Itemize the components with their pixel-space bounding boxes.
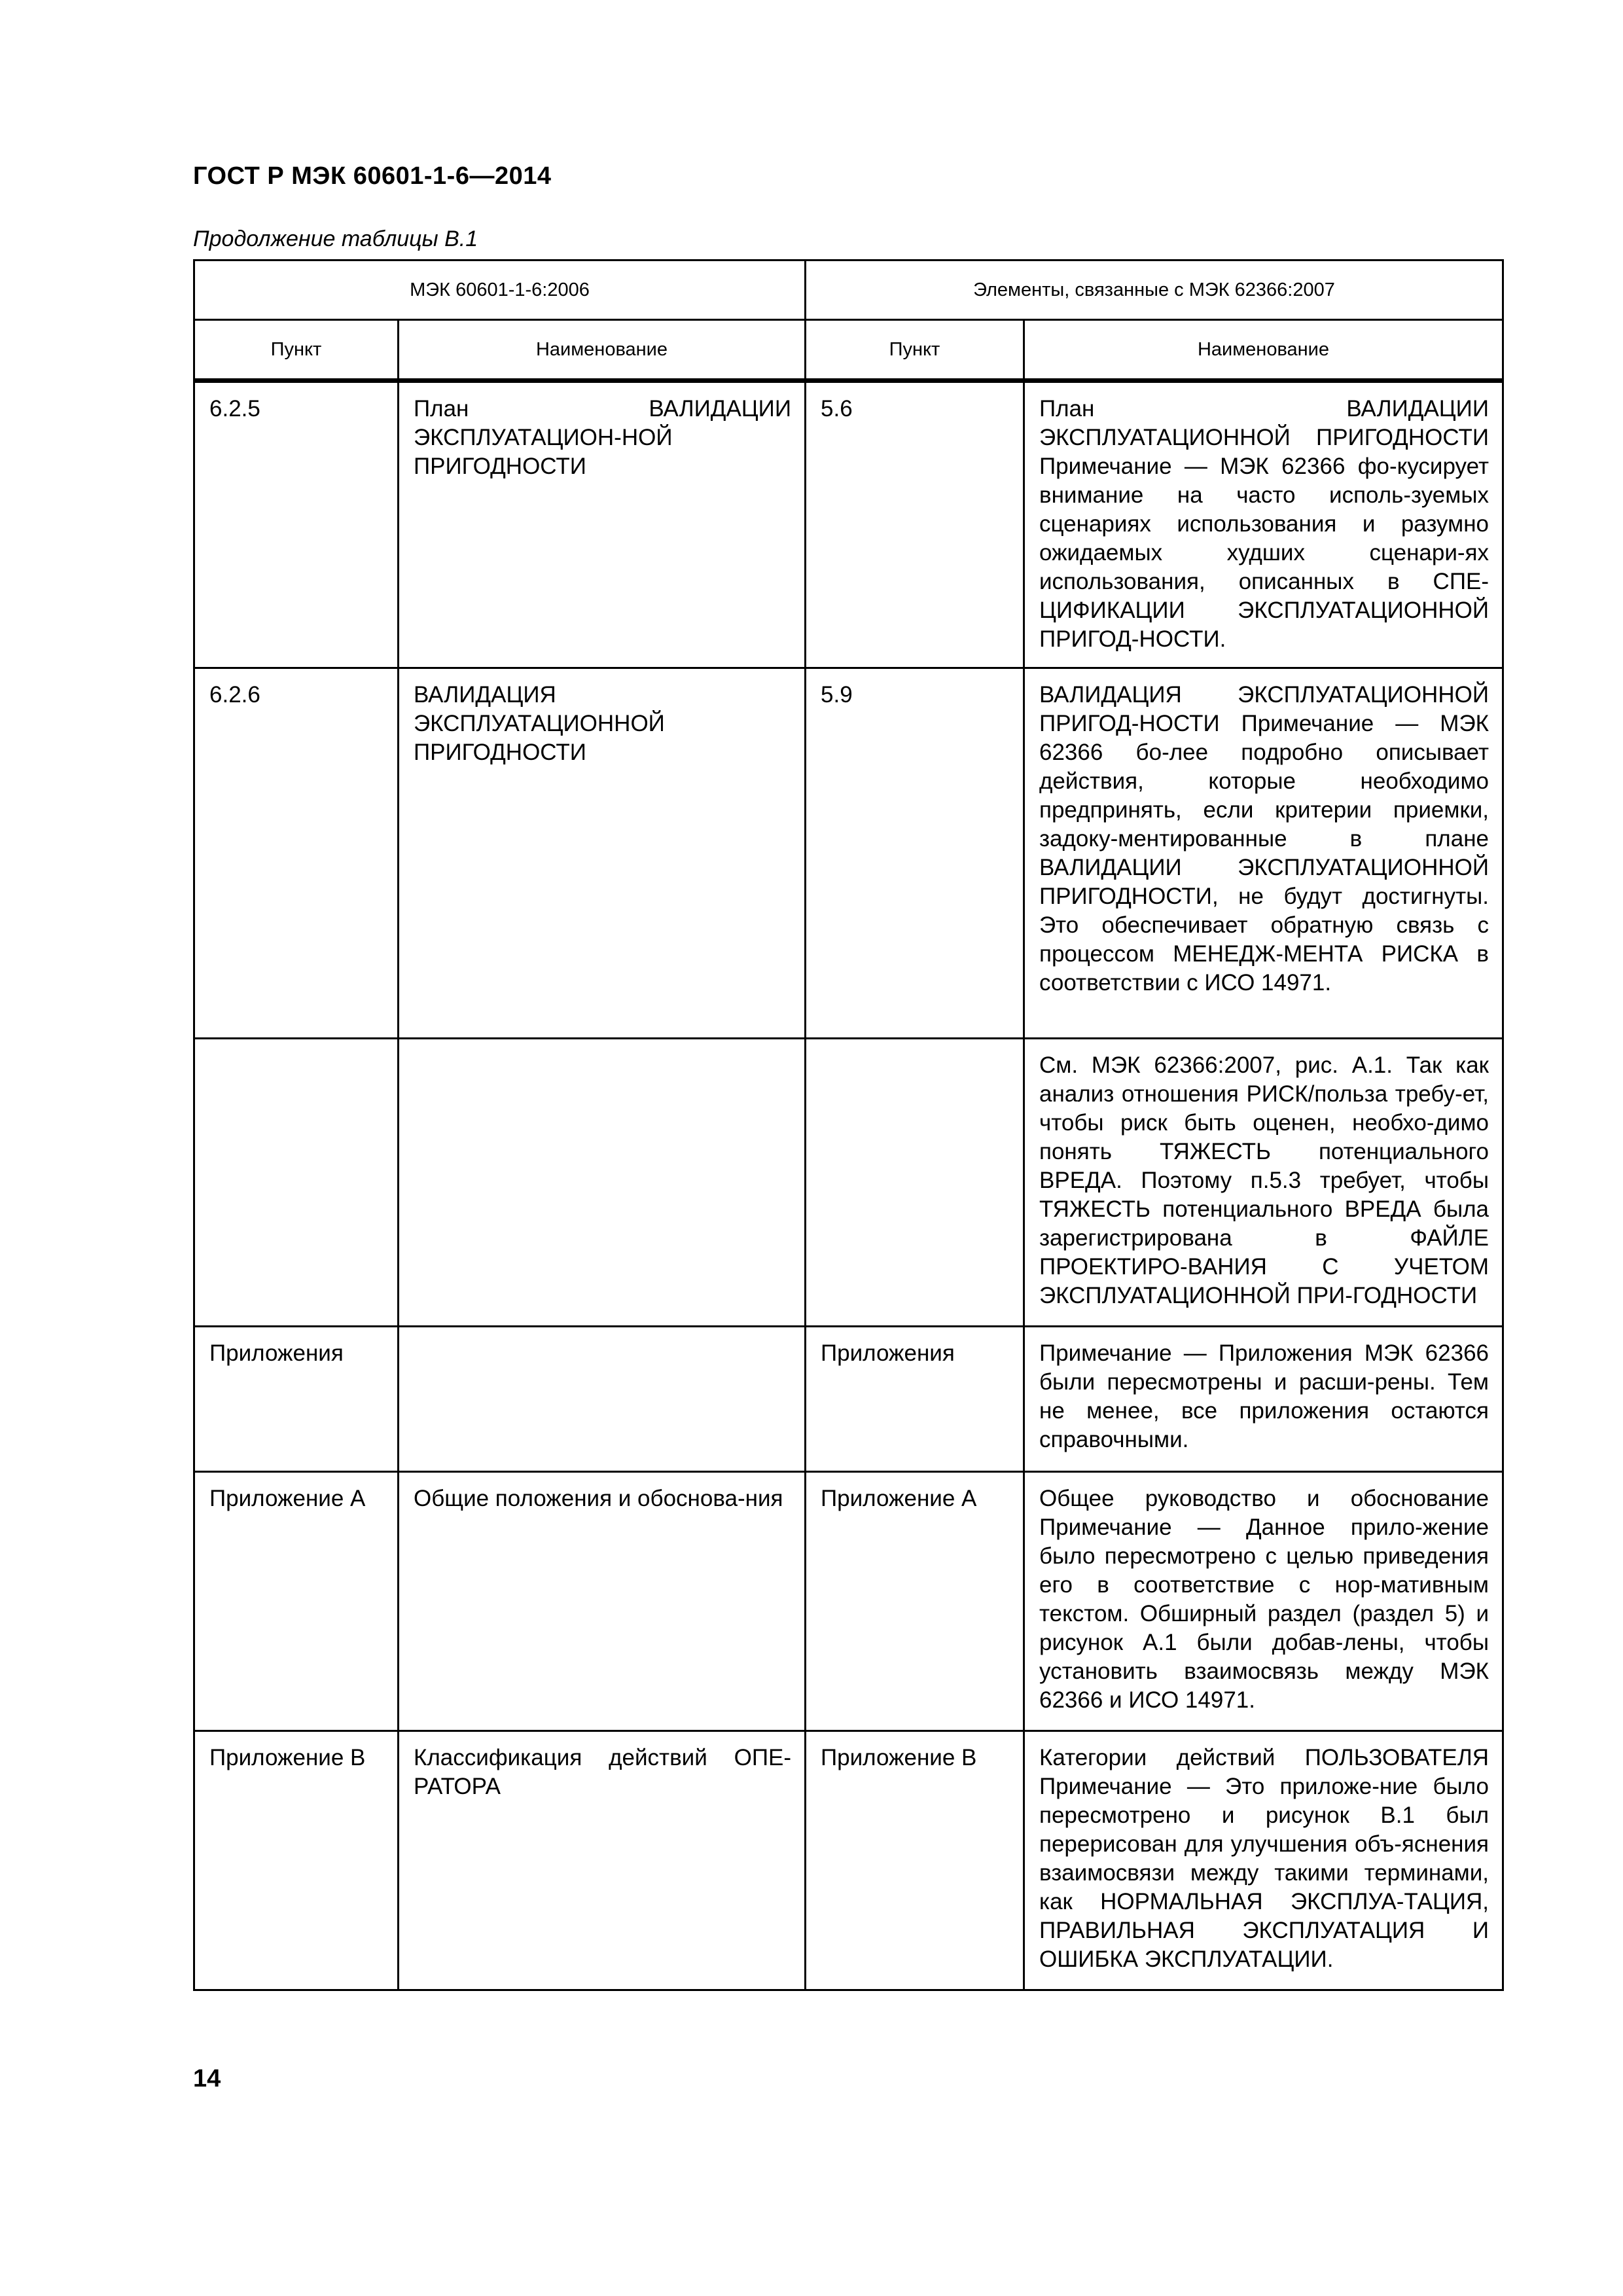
group-header-row — [194, 260, 1503, 320]
row-name-62366: См. МЭК 62366:2007, рис. А.1. Так как анализ отношения РИСК/польза требу-ет, чтобы риск быть оценен, необхо-димо понять ТЯЖЕСТЬ потенциального ВРЕДА. Поэтому п.5.3 требует, чтобы ТЯЖЕСТЬ потенциального ВРЕДА была зарегистрирована в ФАЙЛЕ ПРОЕКТИРО-ВАНИЯ С УЧЕТОМ ЭКСПЛУАТАЦИОННОЙ ПРИ-ГОДНОСТИ — [1024, 1039, 1503, 1327]
col-header-name-right: Наименование — [1024, 320, 1503, 381]
col-header-clause-right: Пункт — [806, 320, 1024, 381]
table-caption: Продолжение таблицы B.1 — [193, 226, 478, 251]
row-clause-62366: Приложение А — [806, 1472, 1024, 1731]
comparison-table — [193, 259, 1504, 1991]
row-clause: 6.2.5 — [194, 381, 399, 668]
row-clause-62366 — [806, 1039, 1024, 1327]
row-clause-62366: 5.6 — [806, 381, 1024, 668]
row-clause-62366: Приложение В — [806, 1731, 1024, 1990]
table-row — [194, 1731, 1503, 1990]
row-name: Классификация действий ОПЕ-РАТОРА — [399, 1731, 806, 1990]
table-row — [194, 1327, 1503, 1472]
col-header-name-left: Наименование — [399, 320, 806, 381]
row-clause — [194, 1039, 399, 1327]
row-clause: Приложение А — [194, 1472, 399, 1731]
table-row — [194, 1472, 1503, 1731]
row-name-62366: Категории действий ПОЛЬЗОВАТЕЛЯ Примечание — Это приложе-ние было пересмотрено и рисунок B.1 был перерисован для улучшения объ-яснения взаимосвязи между такими терминами, как НОРМАЛЬНАЯ ЭКСПЛУА-ТАЦИЯ, ПРАВИЛЬНАЯ ЭКСПЛУАТАЦИЯ И ОШИБКА ЭКСПЛУАТАЦИИ. — [1024, 1731, 1503, 1990]
table-row — [194, 668, 1503, 1039]
row-name-62366: ВАЛИДАЦИЯ ЭКСПЛУАТАЦИОННОЙ ПРИГОД-НОСТИ Примечание — МЭК 62366 бо-лее подробно описывает действия, которые необходимо предпринять, если критерии приемки, задоку-ментированные в плане ВАЛИДАЦИИ ЭКСПЛУАТАЦИОННОЙ ПРИГОДНОСТИ, не будут достигнуты. Это обеспечивает обратную связь с процессом МЕНЕДЖ-МЕНТА РИСКА в соответствии с ИСО 14971. — [1024, 668, 1503, 1039]
row-name-62366: Общее руководство и обоснование Примечание — Данное прило-жение было пересмотрено с целью приведения его в соответствие с нор-мативным текстом. Обширный раздел (раздел 5) и рисунок А.1 были добав-лены, чтобы установить взаимосвязь между МЭК 62366 и ИСО 14971. — [1024, 1472, 1503, 1731]
row-name-62366: План ВАЛИДАЦИИ ЭКСПЛУАТАЦИОННОЙ ПРИГОДНОСТИ Примечание — МЭК 62366 фо-кусирует внимание на часто исполь-зуемых сценариях использования и разумно ожидаемых худших сценари-ях использования, описанных в СПЕ-ЦИФИКАЦИИ ЭКСПЛУАТАЦИОННОЙ ПРИГОД-НОСТИ. — [1024, 381, 1503, 668]
row-clause: Приложение В — [194, 1731, 399, 1990]
row-clause: 6.2.6 — [194, 668, 399, 1039]
row-name-62366: Примечание — Приложения МЭК 62366 были пересмотрены и расши-рены. Тем не менее, все приложения остаются справочными. — [1024, 1327, 1503, 1472]
group-header-iec62366: Элементы, связанные с МЭК 62366:2007 — [806, 260, 1503, 320]
row-name: ВАЛИДАЦИЯ ЭКСПЛУАТАЦИОННОЙ ПРИГОДНОСТИ — [399, 668, 806, 1039]
table-row — [194, 1039, 1503, 1327]
row-name: План ВАЛИДАЦИИ ЭКСПЛУАТАЦИОН-НОЙ ПРИГОДНОСТИ — [399, 381, 806, 668]
col-header-clause-left: Пункт — [194, 320, 399, 381]
row-clause-62366: 5.9 — [806, 668, 1024, 1039]
row-name — [399, 1327, 806, 1472]
row-clause: Приложения — [194, 1327, 399, 1472]
row-name — [399, 1039, 806, 1327]
row-name: Общие положения и обоснова-ния — [399, 1472, 806, 1731]
table-row — [194, 381, 1503, 668]
document-title: ГОСТ Р МЭК 60601-1-6—2014 — [193, 162, 552, 190]
page-number: 14 — [193, 2065, 221, 2092]
column-header-row — [194, 320, 1503, 381]
row-clause-62366: Приложения — [806, 1327, 1024, 1472]
group-header-iec60601: МЭК 60601-1-6:2006 — [194, 260, 806, 320]
